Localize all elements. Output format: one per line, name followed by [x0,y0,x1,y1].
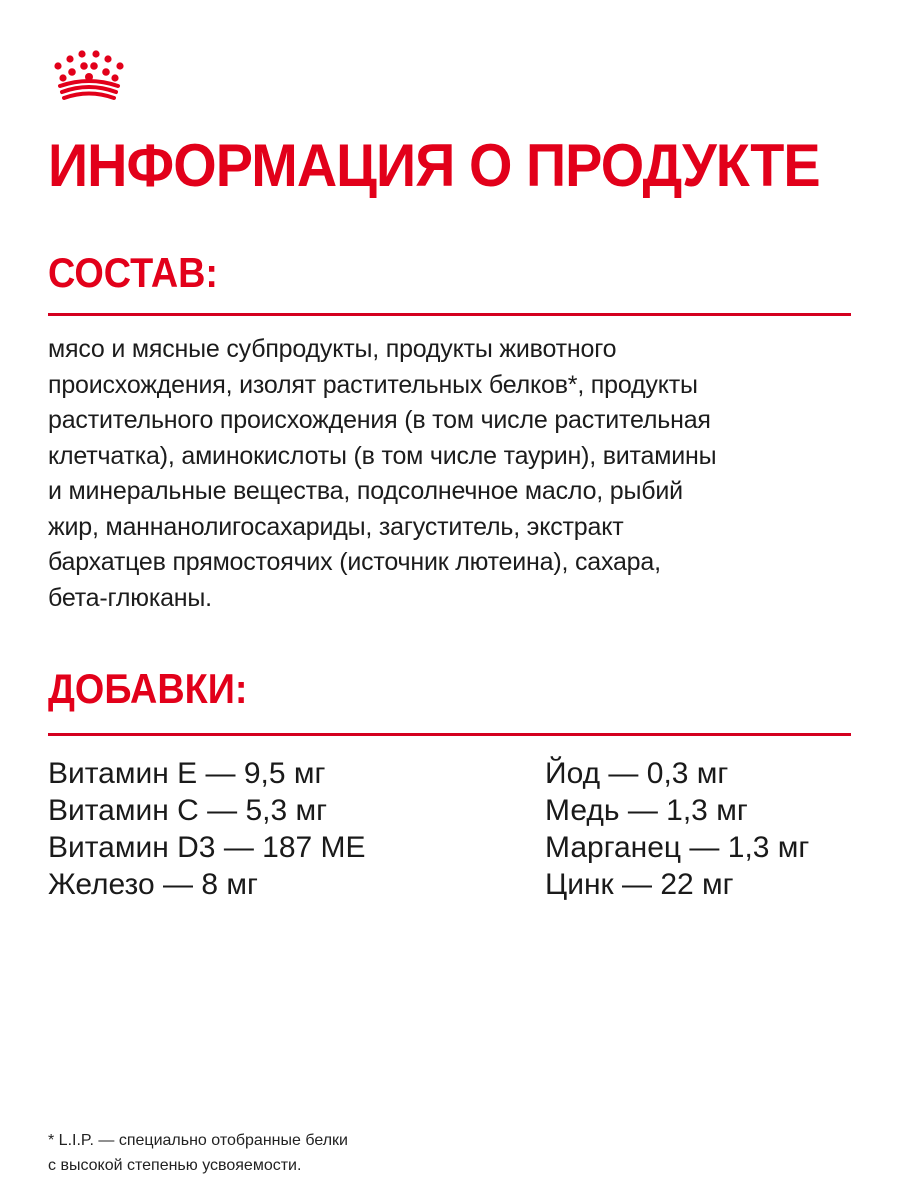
footnote-line: с высокой степенью усвояемости. [48,1157,302,1174]
composition-heading: СОСТАВ: [48,249,219,296]
section-divider [48,313,851,316]
composition-line: бета-глюканы. [48,583,212,612]
section-divider [48,733,851,736]
composition-text [48,332,858,616]
footnote [48,1128,548,1178]
additive-item: Цинк — 22 мг [545,868,734,901]
footnote-line: * L.I.P. — специально отобранные белки [48,1132,348,1149]
composition-line: мясо и мясные субпродукты, продукты животного [48,335,617,363]
composition-line: клетчатка), аминокислоты (в том числе таурин), витамины [48,441,717,470]
composition-line: растительного происхождения (в том числе растительная [48,406,711,434]
page-title: ИНФОРМАЦИЯ О ПРОДУКТЕ [48,132,820,199]
additive-item: Медь — 1,3 мг [545,794,748,827]
additive-item: Железо — 8 мг [48,868,258,901]
additives-list-right [545,755,809,903]
crown-icon [44,48,134,102]
composition-line: и минеральные вещества, подсолнечное масло, рыбий [48,477,683,505]
additive-item: Витамин D3 — 187 МЕ [48,831,366,864]
additive-item: Витамин Е — 9,5 мг [48,757,326,790]
composition-line: бархатцев прямостоячих (источник лютеина), сахара, [48,548,661,576]
additive-item: Йод — 0,3 мг [545,757,729,790]
composition-line: происхождения, изолят растительных белков*, продукты [48,370,698,399]
composition-line: жир, маннанолигосахариды, загуститель, экстракт [48,512,624,541]
additive-item: Витамин С — 5,3 мг [48,794,328,827]
additives-list-left [48,755,366,903]
additives-heading: ДОБАВКИ: [48,665,248,712]
additive-item: Марганец — 1,3 мг [545,831,810,864]
